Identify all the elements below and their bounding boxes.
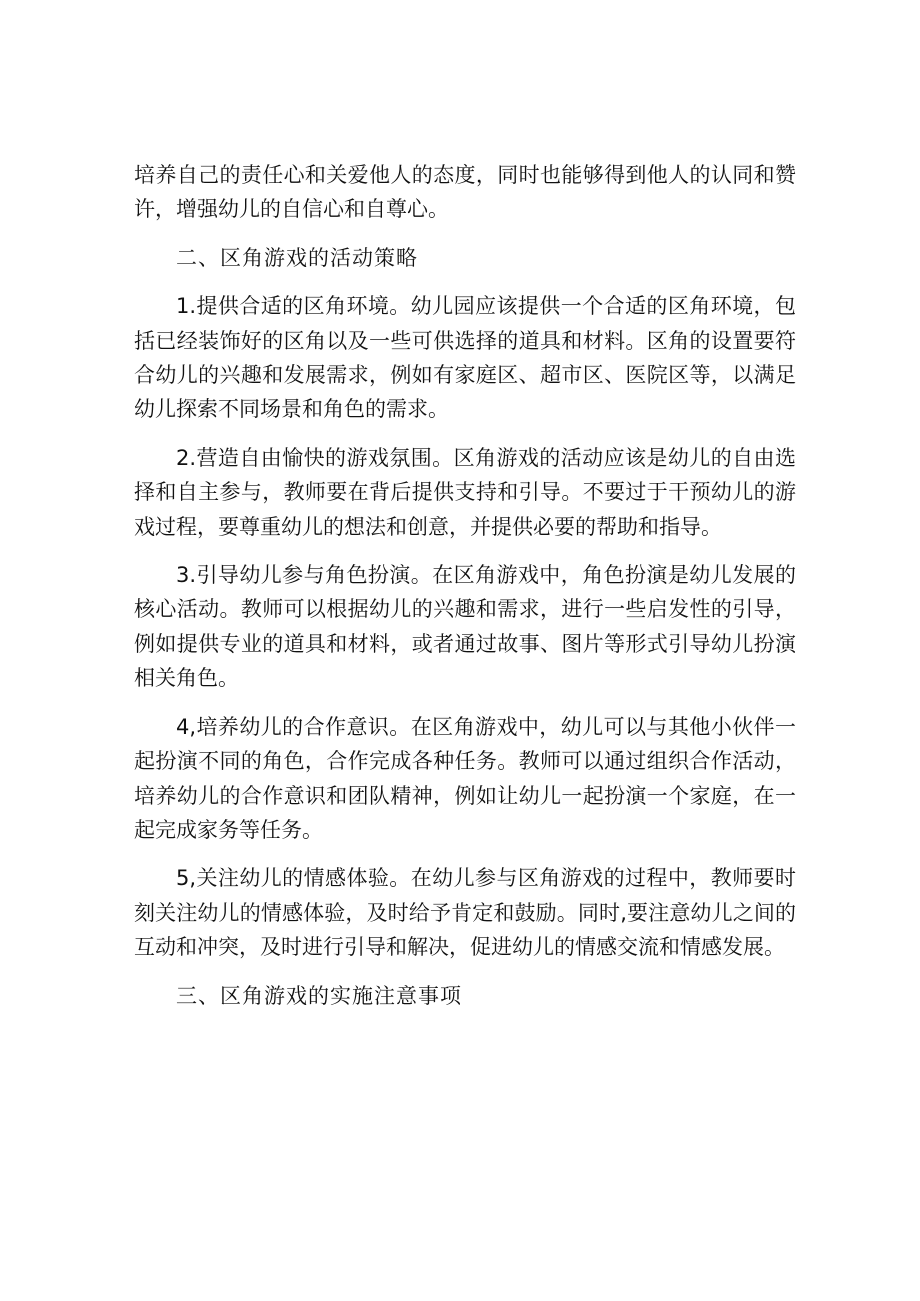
paragraph-strategy-1: 1.提供合适的区角环境。幼儿园应该提供一个合适的区角环境，包括已经装饰好的区角以及一些可供选择的道具和材料。区角的设置要符合幼儿的兴趣和发展需求，例如有家庭区、超市区、医院区等，以满足幼儿探索不同场景和角色的需求。 (134, 294, 796, 422)
paragraph-strategy-5: 5,关注幼儿的情感体验。在幼儿参与区角游戏的过程中，教师要时刻关注幼儿的情感体验，及时给予肯定和鼓励。同时,要注意幼儿之间的互动和冲突，及时进行引导和解决，促进幼儿的情感交流和情感发展。 (134, 866, 796, 960)
paragraph-strategy-2: 2.营造自由愉快的游戏氛围。区角游戏的活动应该是幼儿的自由选择和自主参与，教师要在背后提供支持和引导。不要过于干预幼儿的游戏过程，要尊重幼儿的想法和创意，并提供必要的帮助和指导。 (134, 445, 796, 539)
paragraph-strategy-3: 3.引导幼儿参与角色扮演。在区角游戏中，角色扮演是幼儿发展的核心活动。教师可以根据幼儿的兴趣和需求，进行一些启发性的引导，例如提供专业的道具和材料，或者通过故事、图片等形式引导幼儿扮演相关角色。 (134, 563, 796, 691)
section-heading-precautions: 三、区角游戏的实施注意事项 (176, 983, 462, 1008)
paragraph-strategy-4: 4,培养幼儿的合作意识。在区角游戏中，幼儿可以与其他小伙伴一起扮演不同的角色，合作完成各种任务。教师可以通过组织合作活动，培养幼儿的合作意识和团队精神，例如让幼儿一起扮演一个家庭，在一起完成家务等任务。 (134, 714, 796, 842)
paragraph-continuation: 培养自己的责任心和关爱他人的态度，同时也能够得到他人的认同和赞许，增强幼儿的自信心和自尊心。 (134, 163, 796, 222)
document-body (134, 158, 796, 1013)
section-heading-strategies: 二、区角游戏的活动策略 (176, 245, 418, 270)
